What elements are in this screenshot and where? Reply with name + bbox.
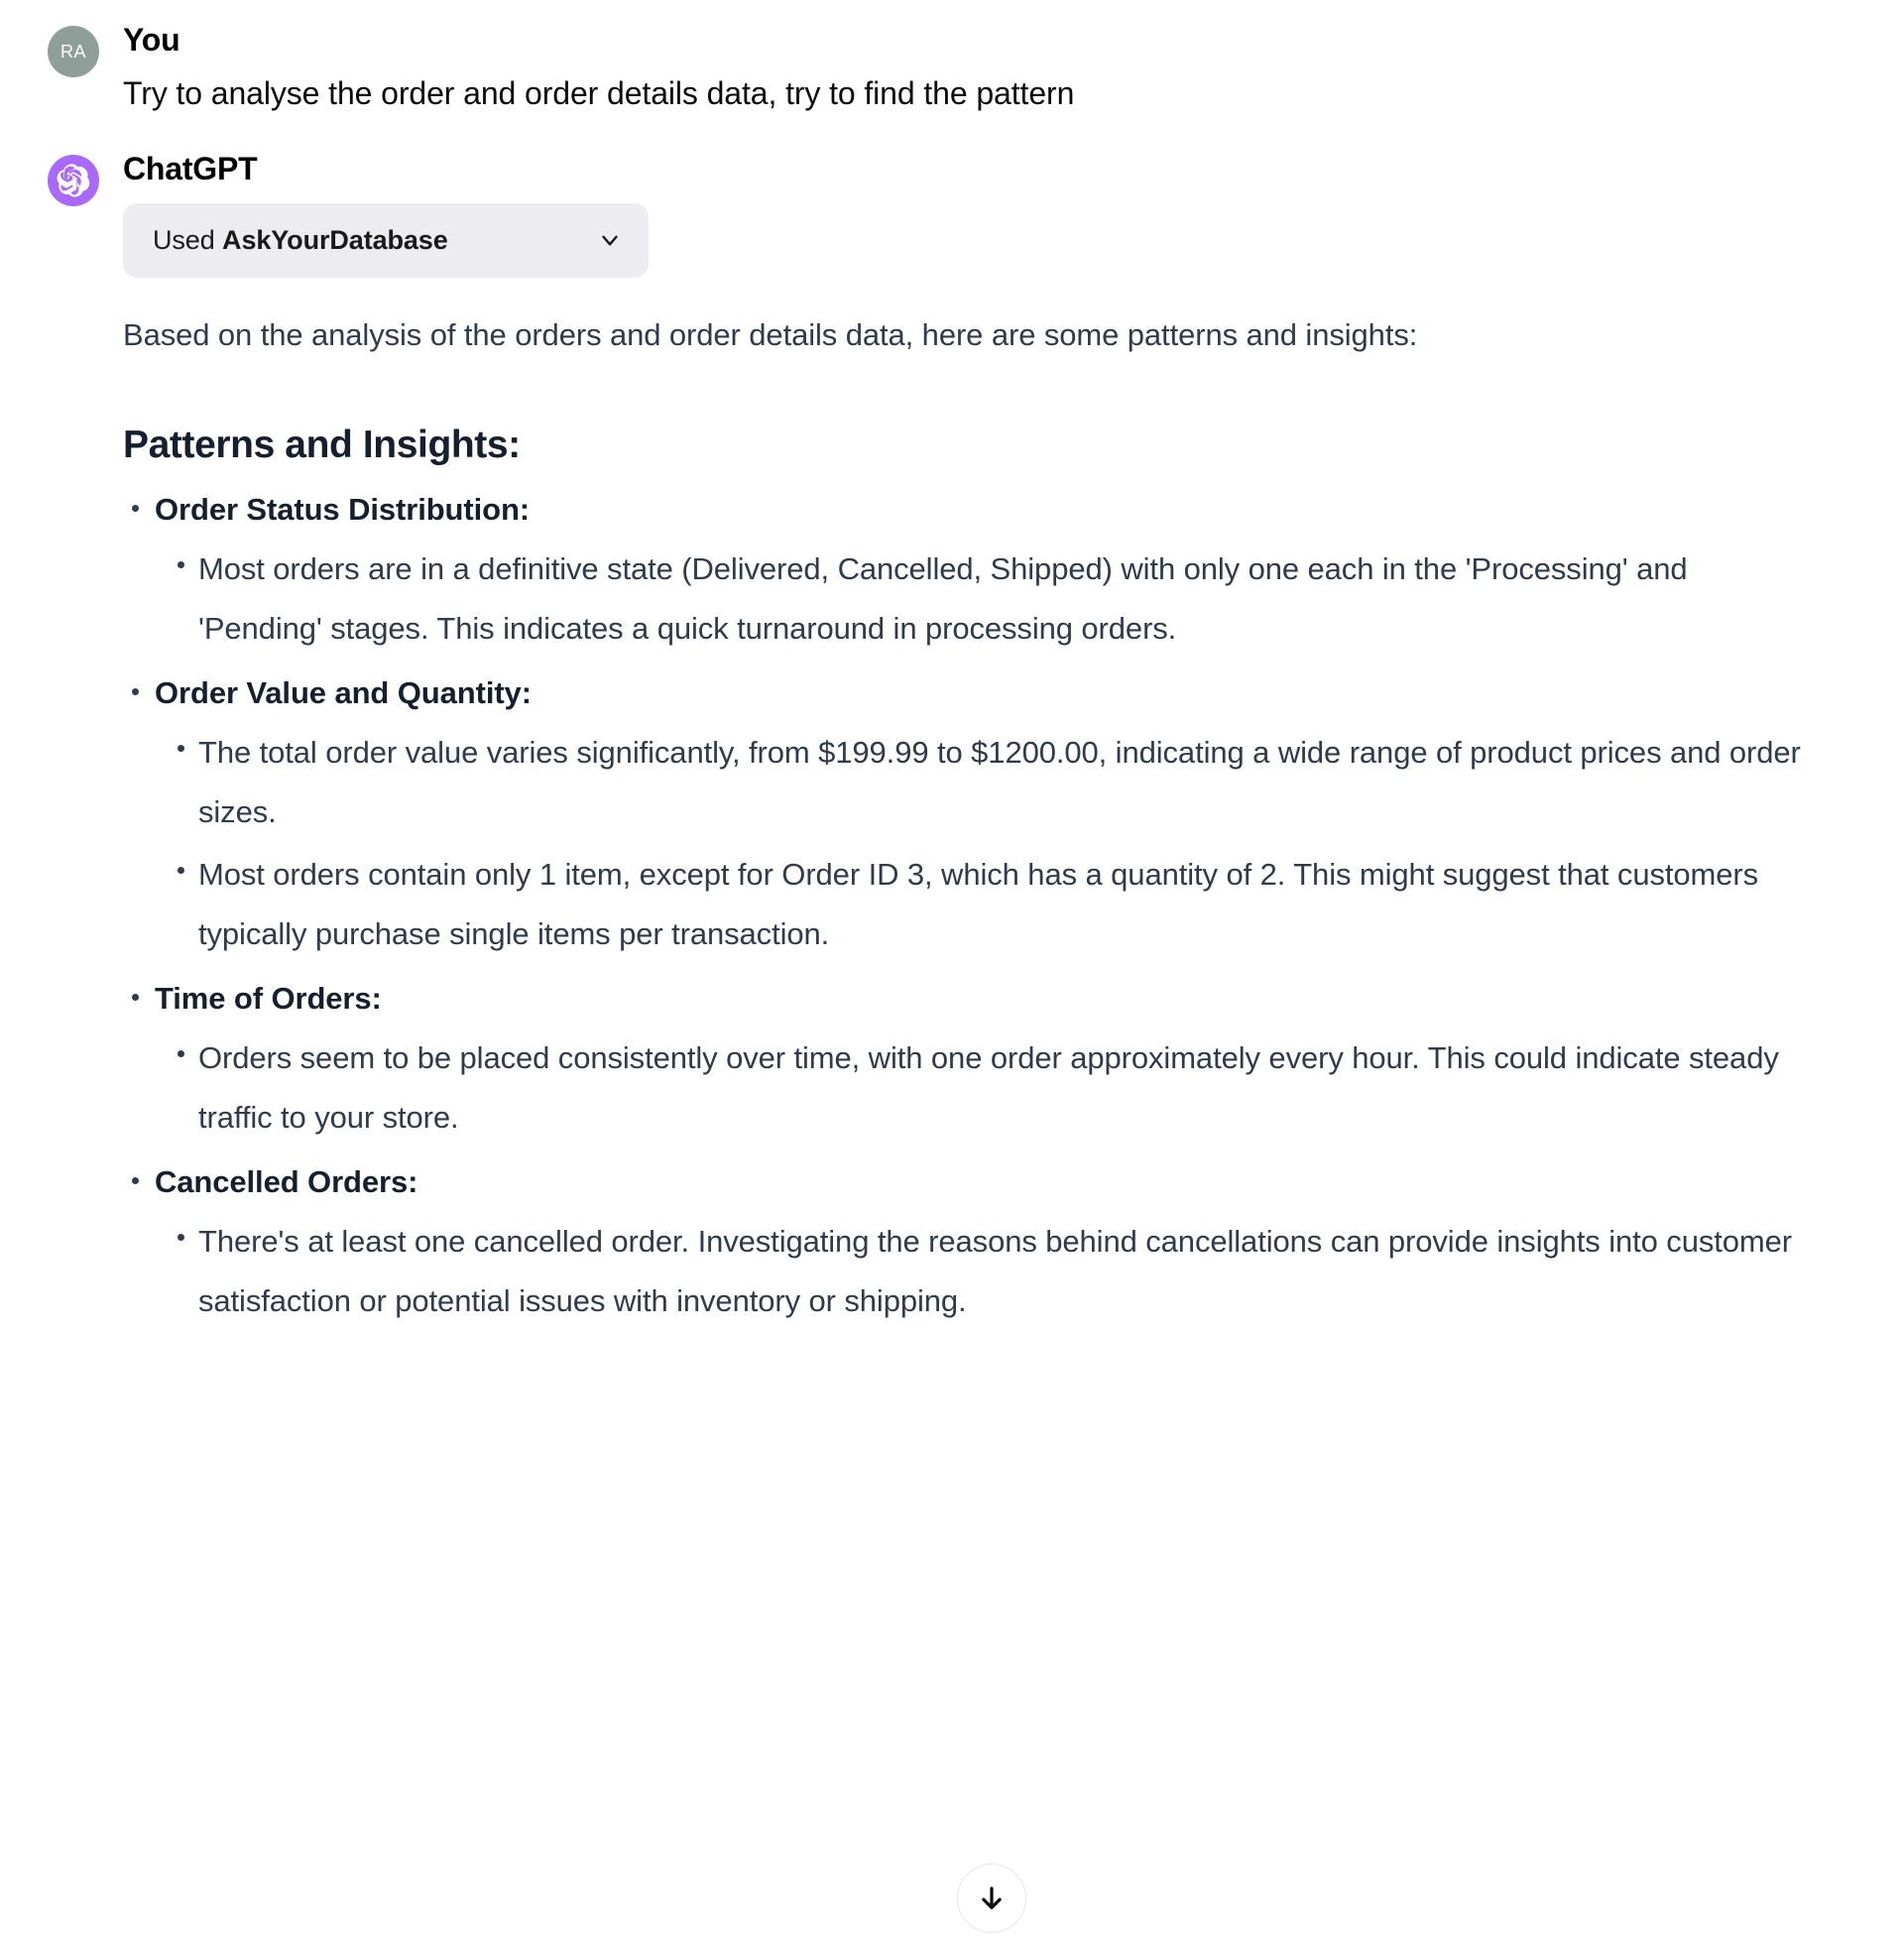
insight-detail-item bbox=[155, 845, 1844, 963]
assistant-message bbox=[0, 115, 1904, 1334]
message-author-name: You bbox=[123, 22, 180, 58]
message-author-name: ChatGPT bbox=[123, 150, 258, 186]
scroll-to-bottom-button[interactable] bbox=[957, 1864, 1026, 1933]
insight-title: Cancelled Orders: bbox=[155, 1164, 418, 1200]
insight-title: Time of Orders: bbox=[155, 981, 382, 1017]
arrow-down-icon bbox=[977, 1883, 1007, 1913]
insight-detail-text: There's at least one cancelled order. Investigating the reasons behind cancellations can provide insights into customer satisfaction or potential issues with inventory or shipping. bbox=[198, 1224, 1792, 1318]
insight-detail-list bbox=[155, 1212, 1844, 1330]
tool-usage-label bbox=[153, 225, 448, 256]
avatar: RA bbox=[48, 26, 99, 77]
chevron-down-icon[interactable] bbox=[597, 227, 623, 253]
intro-paragraph: Based on the analysis of the orders and order details data, here are some patterns and insights: bbox=[123, 316, 1418, 352]
avatar bbox=[48, 155, 99, 206]
insight-item bbox=[123, 488, 1844, 658]
tool-usage-name: AskYourDatabase bbox=[222, 224, 448, 255]
user-message-body bbox=[123, 22, 1904, 115]
insight-detail-list bbox=[155, 540, 1844, 658]
assistant-avatar-column bbox=[48, 151, 123, 206]
insight-detail-item bbox=[155, 723, 1844, 841]
assistant-markdown bbox=[123, 305, 1844, 1330]
insight-detail-text: The total order value varies significantly, from $199.99 to $1200.00, indicating a wide range of product prices and order sizes. bbox=[198, 735, 1801, 829]
user-message bbox=[0, 0, 1904, 115]
insights-list bbox=[123, 488, 1844, 1330]
insight-detail-list bbox=[155, 723, 1844, 963]
insight-item bbox=[123, 1160, 1844, 1330]
insight-detail-text: Most orders are in a definitive state (Delivered, Cancelled, Shipped) with only one each in the 'Processing' and 'Pending' stages. This indicates a quick turnaround in processing orders. bbox=[198, 551, 1688, 646]
insight-detail-list bbox=[155, 1029, 1844, 1147]
tool-usage-badge[interactable] bbox=[123, 203, 649, 278]
insight-item bbox=[123, 977, 1844, 1147]
user-avatar-column bbox=[48, 22, 123, 77]
openai-logo-icon bbox=[57, 164, 90, 197]
insight-detail-item bbox=[155, 540, 1844, 658]
assistant-message-body bbox=[123, 151, 1904, 1334]
tool-usage-prefix: Used bbox=[153, 224, 215, 255]
insight-detail-item bbox=[155, 1212, 1844, 1330]
insight-item bbox=[123, 671, 1844, 963]
insight-detail-text: Orders seem to be placed consistently over time, with one order approximately every hour. This could indicate steady traffic to your store. bbox=[198, 1040, 1779, 1135]
insight-title: Order Status Distribution: bbox=[155, 492, 531, 528]
insight-detail-text: Most orders contain only 1 item, except for Order ID 3, which has a quantity of 2. This might suggest that customers typically purchase single items per transaction. bbox=[198, 857, 1759, 951]
user-message-text: Try to analyse the order and order details data, try to find the pattern bbox=[123, 74, 1075, 111]
insight-detail-item bbox=[155, 1029, 1844, 1147]
section-heading: Patterns and Insights: bbox=[123, 424, 521, 467]
insight-title: Order Value and Quantity: bbox=[155, 675, 532, 711]
